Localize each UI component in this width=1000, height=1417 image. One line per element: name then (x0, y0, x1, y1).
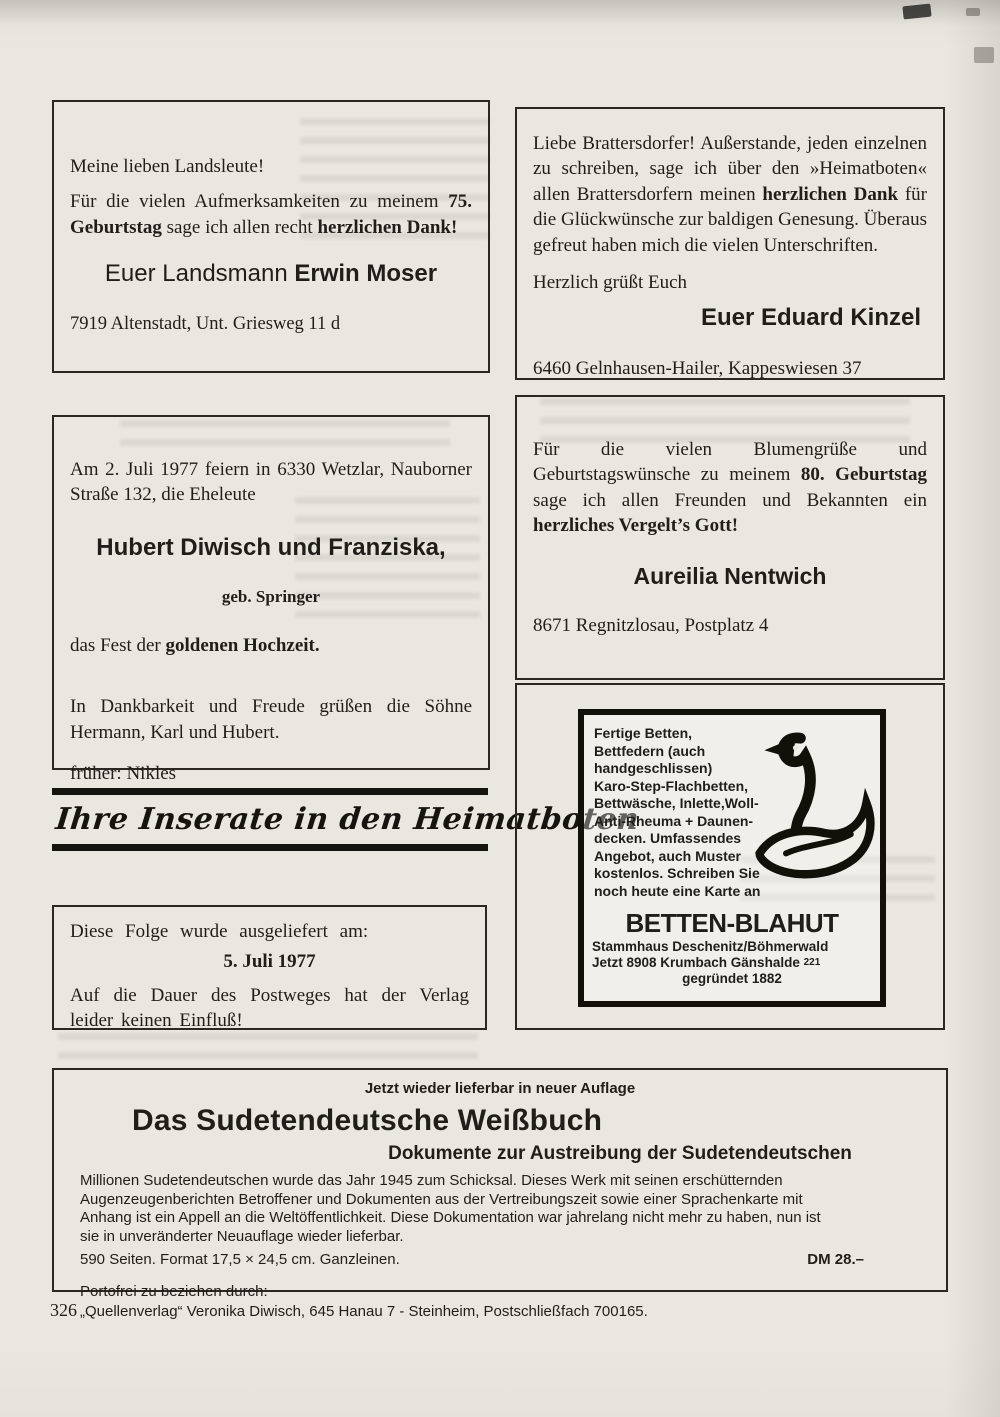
banner-rule-bottom (52, 844, 488, 851)
betten-ad (578, 709, 886, 1007)
delivery-date: 5. Juli 1977 (223, 951, 316, 973)
kinzel-thanks-bold: herzlichen Dank (762, 183, 899, 205)
diwisch-event-bold: goldenen Hochzeit. (165, 634, 320, 656)
ad-copy-line: Fertige Betten, (594, 725, 693, 741)
ad-copy-line: handgeschlissen) (594, 760, 713, 776)
banner-rule-top (52, 788, 488, 795)
betten-address-text: Jetzt 8908 Krumbach Gänshalde (592, 955, 804, 970)
weissbuch-format-row (80, 1251, 920, 1270)
moser-name-prefix: Euer Landsmann (104, 260, 295, 288)
inserate-banner-text: Ihre Inserate in den Heimatboten (54, 802, 641, 837)
announcement-box-diwisch (52, 415, 490, 785)
weissbuch-order-intro: Portofrei zu beziehen durch: (80, 1283, 268, 1301)
ad-copy-line: Bettfedern (auch (594, 742, 706, 759)
page-number: 326 (50, 1300, 77, 1320)
betten-address-number: 221 (803, 957, 821, 968)
kinzel-body (533, 131, 927, 258)
kinzel-address: 6460 Gelnhausen-Hailer, Kappeswiesen 37 (533, 357, 862, 379)
ad-copy-line: Bettwäsche, Inlette,Woll- (594, 795, 759, 811)
announcement-box-moser (52, 100, 490, 373)
nentwich-thanks-bold: herzliches Vergelt’s Gott! (533, 515, 739, 537)
nentwich-body-text: Für die vielen Blumengrüße und Geburtstagswünsche zu meinem (533, 439, 927, 486)
ad-copy-line: decken. Umfassendes (594, 830, 742, 846)
diwisch-maiden-name: geb. Springer (221, 586, 321, 606)
announcement-box-nentwich (515, 395, 945, 680)
ad-copy-line: kostenlos. Schreiben Sie (594, 865, 760, 881)
betten-ad-frame (515, 683, 945, 1030)
ad-copy-line: Anti-Rheuma + Daunen- (594, 812, 754, 829)
moser-name-line (70, 260, 472, 288)
moser-body (70, 189, 472, 240)
scan-shading-top (0, 0, 1000, 26)
betten-brand-name: BETTEN-BLAHUT (625, 908, 839, 938)
moser-thanks-bold: herzlichen Dank! (317, 216, 458, 238)
betten-stammhaus-line: Stammhaus Deschenitz/Böhmerwald (592, 939, 829, 954)
delivery-note: Auf die Dauer des Postweges hat der Verlag leider keinen Einfluß! (70, 984, 469, 1032)
ad-copy-line: Angebot, auch Muster (594, 847, 742, 864)
diwisch-thanks: In Dankbarkeit und Freude grüßen die Söhne Hermann, Karl und Hubert. (70, 696, 472, 743)
announcement-box-kinzel (515, 107, 945, 380)
kinzel-name: Euer Eduard Kinzel (700, 303, 921, 331)
weissbuch-title: Das Sudetendeutsche Weißbuch (132, 1103, 603, 1137)
betten-founded-line: gegründet 1882 (682, 971, 782, 986)
moser-birthday-bold: 75. Geburtstag (70, 191, 472, 238)
page-bleedthrough (58, 1033, 478, 1065)
betten-address-line (584, 955, 880, 971)
moser-salutation: Meine lieben Landsleute! (70, 156, 265, 177)
weissbuch-price: DM 28.– (807, 1251, 864, 1269)
betten-ad-copy (584, 715, 809, 900)
scan-shading-right (945, 0, 1000, 1417)
nentwich-birthday-bold: 80. Geburtstag (800, 464, 927, 486)
delivery-notice-box (52, 905, 487, 1030)
kinzel-body-text: Liebe Brattersdorfer! Außerstande, jeden einzelnen zu schreiben, sage ich über den »Heimatboten« allen Brattersdorfern meinen (533, 133, 927, 205)
weissbuch-subtitle: Dokumente zur Austreibung der Sudetendeutschen (388, 1142, 852, 1164)
scan-artifact (966, 8, 980, 16)
weissbuch-body: Millionen Sudetendeutschen wurde das Jahr 1945 zum Schicksal. Dieses Werk mit seinen erschütternden Augenzeugenberichten Betroffener und Dokumenten aus der Vertreibungszeit sowie einer Sprachenkarte mit Anhang ist ein Appell an die Weltöffentlichkeit. Diese Dokumentation war jahrelang nicht mehr zu haben, nun ist sie in unveränderter Neuauflage wieder lieferbar. (80, 1171, 821, 1246)
delivery-line: Diese Folge wurde ausgeliefert am: (70, 921, 369, 942)
moser-address: 7919 Altenstadt, Unt. Griesweg 11 d (70, 314, 341, 335)
ad-copy-line: Karo-Step-Flachbetten, (594, 777, 749, 794)
scan-artifact (974, 47, 994, 63)
weissbuch-order-address: „Quellenverlag“ Veronika Diwisch, 645 Hanau 7 - Steinheim, Postschließfach 700165. (80, 1302, 648, 1320)
diwisch-former-name: früher: Nikles (70, 763, 177, 785)
diwisch-event (70, 633, 472, 658)
weissbuch-format: 590 Seiten. Format 17,5 × 24,5 cm. Ganzleinen. (80, 1251, 400, 1269)
nentwich-body-text: sage ich allen Freunden und Bekannten ein (533, 489, 927, 511)
diwisch-couple-names: Hubert Diwisch und Franziska, (96, 533, 446, 561)
ad-copy-line: noch heute eine Karte an (594, 882, 761, 899)
weissbuch-topline: Jetzt wieder lieferbar in neuer Auflage (364, 1080, 636, 1097)
diwisch-intro: Am 2. Juli 1977 feiern in 6330 Wetzlar, Nauborner Straße 132, die Eheleute (70, 459, 472, 506)
kinzel-closing: Herzlich grüßt Euch (533, 272, 688, 294)
moser-body-text: sage ich allen recht (161, 216, 318, 238)
diwisch-event-text: das Fest der (70, 634, 166, 656)
moser-name: Erwin Moser (294, 260, 438, 288)
inserate-banner (52, 788, 641, 851)
nentwich-name: Aureilia Nentwich (633, 562, 827, 589)
scan-artifact (902, 4, 931, 20)
nentwich-body (533, 437, 927, 539)
kinzel-body-text: für die Glückwünsche zur baldigen Genesung. Überaus gefreut haben mich die vielen Unterschriften. (533, 183, 927, 256)
nentwich-address: 8671 Regnitzlosau, Postplatz 4 (533, 614, 769, 636)
moser-body-text: Für die vielen Aufmerksamkeiten zu meinem (70, 191, 449, 213)
